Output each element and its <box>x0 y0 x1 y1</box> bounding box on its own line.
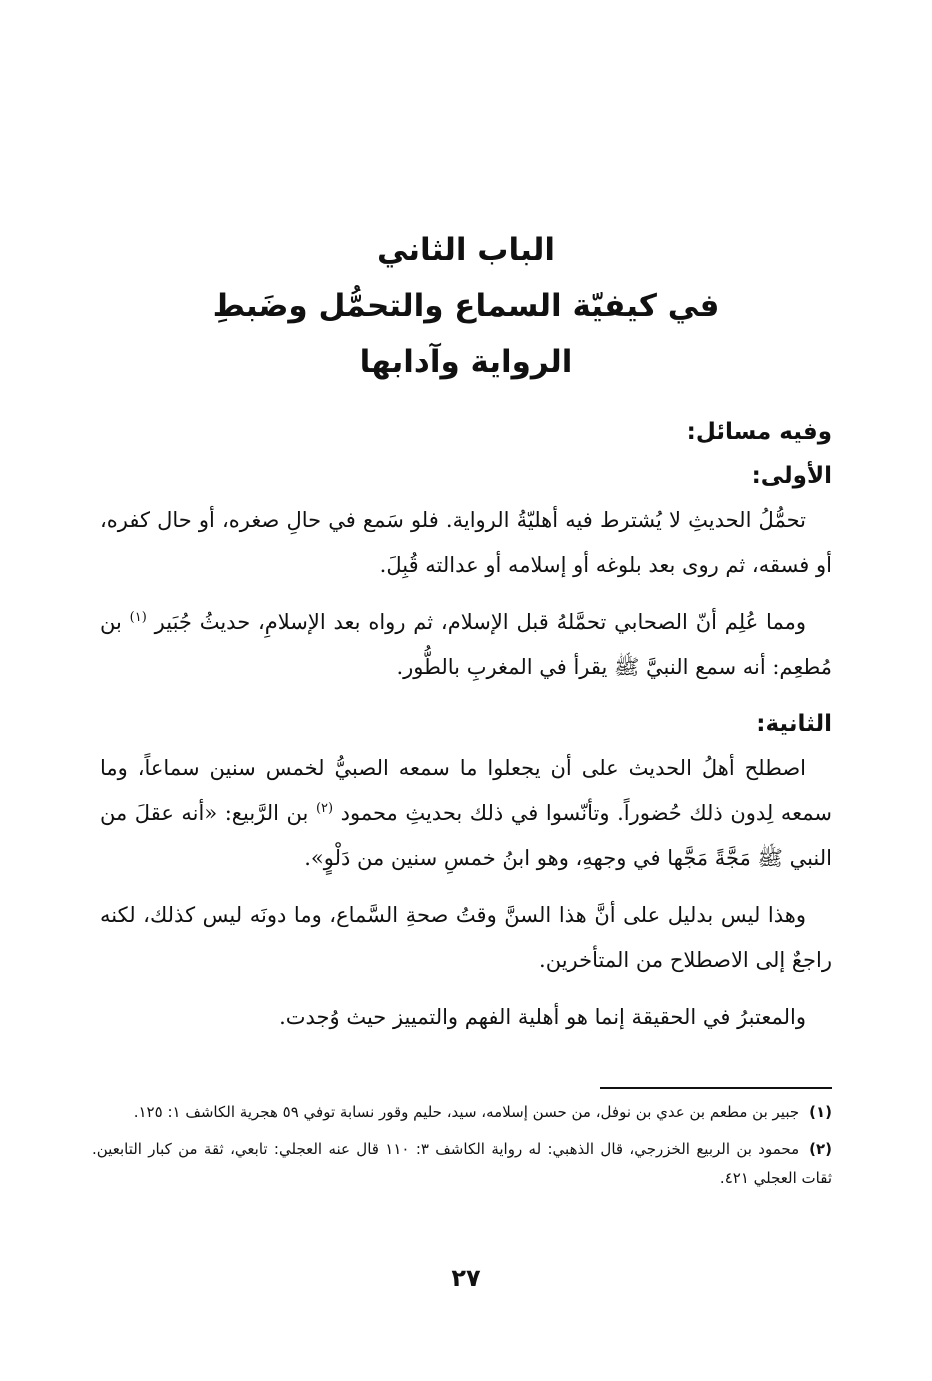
chapter-title-line-1: الباب الثاني <box>376 232 556 268</box>
paragraph-text: ومما عُلِم أنّ الصحابي تحمَّلهُ قبل الإسلام، ثم رواه بعد الإسلامِ، حديثُ جُبَير <box>154 610 806 634</box>
main-text <box>100 410 832 1052</box>
page-number: ٢٧ <box>451 1264 481 1292</box>
section-2-paragraph-2: وهذا ليس بدليل على أنَّ هذا السنَّ وقتُ صحةِ السَّماع، وما دونَه ليس كذلك، لكنه راجعٌ إلى الاصطلاح من المتأخرين. <box>100 903 832 972</box>
chapter-title-line-3: الرواية وآدابها <box>359 344 573 380</box>
chapter-title-line-2: في كيفيّة السماع والتحمُّل وضَبطِ <box>212 288 720 324</box>
paragraph-text: بن مُطعِم: أنه سمع النبيَّ ﷺ يقرأ في المغربِ بالطُّور. <box>100 610 832 679</box>
intro-heading: وفيه مسائل: <box>686 419 832 445</box>
footnote-reference-1: (١) <box>129 610 147 625</box>
footnote-1 <box>92 1098 832 1127</box>
footnote-text: جبير بن مطعم بن عدي بن نوفل، من حسن إسلامه، سيد، حليم وقور نسابة توفي ٥٩ هجرية الكاشف ١: ١٢٥. <box>133 1103 800 1121</box>
section-2-paragraph-1 <box>100 746 832 881</box>
section-1-paragraph-1: تحمُّلُ الحديثِ لا يُشترط فيه أهليّةُ الرواية. فلو سَمع في حالِ صغره، أو حال كفره، أو فسقه، ثم روى بعد بلوغه أو إسلامه أو عدالته قُبِلَ. <box>100 508 832 577</box>
footnote-text: محمود بن الربيع الخزرجي، قال الذهبي: له رواية الكاشف ٣: ١١٠ قال عنه العجلي: تابعي، ثقة من كبار التابعين. ثقات العجلي ٤٢١. <box>92 1140 832 1187</box>
chapter-title <box>0 222 932 390</box>
footnote-reference-2: (٢) <box>315 801 334 816</box>
footnote-divider <box>600 1087 832 1089</box>
paragraph-text: اصطلح أهلُ الحديث على أن يجعلوا ما سمعه الصبيُّ لخمس سنين سماعاً، وما سمعه لِدون ذلك حُضوراً. وتأنّسوا في ذلك بحديثِ محمود <box>100 756 832 825</box>
section-1-heading: الأولى: <box>751 463 832 489</box>
footnote-2 <box>92 1135 832 1193</box>
section-2-heading: الثانية: <box>756 711 832 737</box>
footnote-number: (١) <box>809 1103 832 1121</box>
section-1-paragraph-2 <box>100 600 832 690</box>
section-2-paragraph-3: والمعتبرُ في الحقيقة إنما هو أهلية الفهم والتمييز حيث وُجدت. <box>279 1005 806 1029</box>
footnotes <box>92 1098 832 1201</box>
paragraph-text: بن الرَّبيع: «أنه عقلَ من النبي ﷺ مَجَّةً مَجَّها في وجههِ، وهو ابنُ خمسِ سنين من دَلْوٍ». <box>100 801 832 870</box>
footnote-number: (٢) <box>809 1140 832 1158</box>
